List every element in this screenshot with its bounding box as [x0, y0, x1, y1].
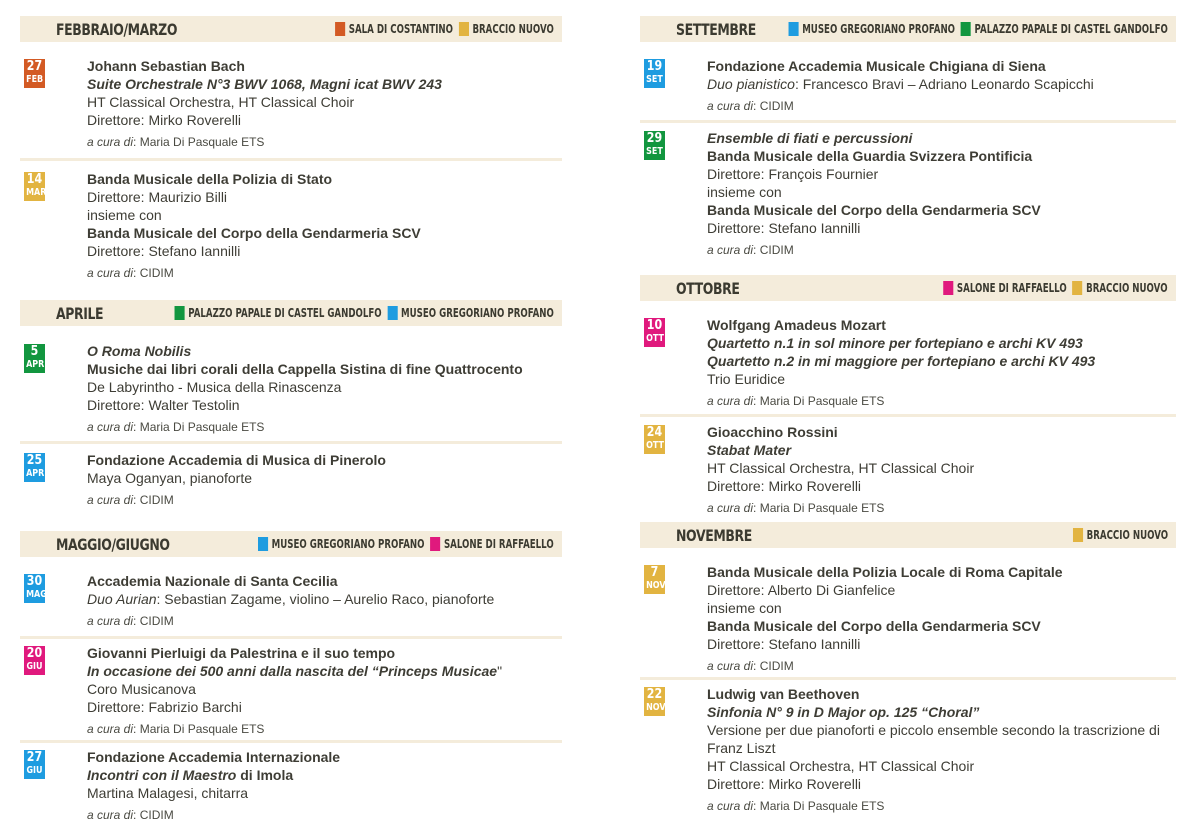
badge-month: SET	[646, 146, 663, 157]
event-director: Direttore: Stefano Iannilli	[87, 243, 241, 259]
event-director: Direttore: Maurizio Billi	[87, 189, 228, 205]
curator-label: a cura di	[87, 135, 134, 149]
legend-item-museo-gregoriano	[388, 306, 555, 320]
curator-label: a cura di	[87, 493, 134, 507]
legend-item-palazzo-papale	[175, 306, 382, 320]
event-program: O Roma Nobilis	[87, 343, 192, 359]
legend-item-palazzo-papale	[961, 22, 1168, 36]
event-composer: Wolfgang Amadeus Mozart	[707, 317, 886, 333]
badge-day: 22	[646, 687, 663, 702]
date-badge	[644, 425, 665, 454]
curator-label: a cura di	[87, 808, 134, 822]
color-swatch-icon	[258, 537, 268, 551]
curator-label: a cura di	[707, 243, 754, 257]
event-director: Direttore: Stefano Iannilli	[707, 220, 861, 236]
curator-name: Maria Di Pasquale ETS	[759, 799, 885, 813]
month-header-novembre	[640, 522, 1176, 548]
event-performer: Fondazione Accademia Internazionale	[87, 749, 341, 765]
curator-name: CIDIM	[139, 266, 174, 280]
date-badge	[24, 59, 45, 88]
date-badge	[24, 172, 45, 201]
badge-day: 29	[646, 131, 663, 146]
event-curator: a cura di: Maria Di Pasquale ETS	[707, 799, 885, 813]
event-ensemble: HT Classical Orchestra, HT Classical Choir	[707, 758, 975, 774]
color-swatch-icon	[1073, 528, 1083, 542]
event-details	[707, 685, 1176, 814]
event-performer: Banda Musicale del Corpo della Gendarmeria SCV	[707, 202, 1041, 218]
color-swatch-icon	[335, 22, 345, 36]
duo-name: Duo pianistico	[707, 76, 795, 92]
curator-label: a cura di	[707, 799, 754, 813]
month-title: FEBBRAIO/MARZO	[56, 19, 178, 39]
venue-legend	[335, 22, 554, 36]
badge-day: 20	[26, 646, 43, 661]
legend-label: BRACCIO NUOVO	[1086, 281, 1168, 295]
month-title: SETTEMBRE	[676, 19, 756, 39]
event-performer: Banda Musicale della Polizia di Stato	[87, 171, 333, 187]
badge-month: APR	[26, 359, 45, 370]
event-duo	[707, 75, 1176, 93]
legend-item-sala-di-costantino	[335, 22, 453, 36]
venue-legend	[1073, 528, 1168, 542]
curator-name: Maria Di Pasquale ETS	[139, 722, 265, 736]
event-director: Direttore: Mirko Roverelli	[87, 112, 242, 128]
badge-day: 24	[646, 425, 663, 440]
curator-name: CIDIM	[759, 659, 794, 673]
badge-day: 5	[30, 344, 39, 359]
month-title: APRILE	[56, 303, 104, 323]
badge-month: MAR	[26, 187, 47, 198]
event-performer: Fondazione Accademia di Musica di Pinerolo	[87, 452, 386, 468]
badge-month: GIU	[26, 661, 43, 672]
curator-label: a cura di	[707, 659, 754, 673]
program-location: di Imola	[236, 767, 294, 783]
venue-legend	[944, 281, 1168, 295]
badge-day: 25	[26, 453, 43, 468]
badge-day: 30	[26, 574, 43, 589]
event-curator: a cura di: CIDIM	[707, 243, 794, 257]
event-divider	[20, 441, 562, 444]
event-curator: a cura di: CIDIM	[707, 99, 794, 113]
event-program: Quartetto n.1 in sol minore per fortepiano e archi KV 493	[707, 335, 1083, 351]
event-divider	[20, 740, 562, 743]
event-together-with: insieme con	[87, 207, 162, 223]
legend-label: PALAZZO PAPALE DI CASTEL GANDOLFO	[188, 306, 382, 320]
curator-name: CIDIM	[759, 99, 794, 113]
event-director: Direttore: Fabrizio Barchi	[87, 699, 242, 715]
event-curator: a cura di: CIDIM	[87, 266, 174, 280]
event-performer: Banda Musicale del Corpo della Gendarmeria SCV	[87, 225, 421, 241]
curator-label: a cura di	[707, 99, 754, 113]
event-curator: a cura di: CIDIM	[87, 493, 174, 507]
event-divider	[640, 414, 1176, 417]
curator-name: Maria Di Pasquale ETS	[759, 501, 885, 515]
event-program: Sinfonia N° 9 in D Major op. 125 “Choral”	[707, 704, 980, 720]
month-title: NOVEMBRE	[676, 525, 752, 545]
curator-name: CIDIM	[139, 493, 174, 507]
color-swatch-icon	[459, 22, 469, 36]
curator-label: a cura di	[87, 614, 134, 628]
month-header-maggio-giugno	[20, 531, 562, 557]
date-badge	[24, 646, 45, 675]
event-divider	[640, 120, 1176, 123]
event-details	[707, 563, 1176, 674]
event-performer: Johann Sebastian Bach	[87, 58, 245, 74]
duo-members: : Francesco Bravi – Adriano Leonardo Scapicchi	[794, 76, 1094, 92]
curator-name: Maria Di Pasquale ETS	[139, 420, 265, 434]
event-divider	[20, 636, 562, 639]
badge-day: 27	[26, 750, 43, 765]
badge-month: FEB	[26, 74, 44, 85]
event-program: Quartetto n.2 in mi maggiore per fortepiano e archi KV 493	[707, 353, 1096, 369]
legend-label: MUSEO GREGORIANO PROFANO	[401, 306, 554, 320]
event-together-with: insieme con	[707, 600, 782, 616]
event-details	[707, 129, 1176, 258]
curator-name: CIDIM	[139, 614, 174, 628]
event-performer: Banda Musicale della Polizia Locale di Roma Capitale	[707, 564, 1063, 580]
event-duo	[87, 590, 562, 608]
event-director: Direttore: Mirko Roverelli	[707, 478, 862, 494]
legend-label: PALAZZO PAPALE DI CASTEL GANDOLFO	[974, 22, 1168, 36]
legend-item-braccio-nuovo	[1073, 528, 1168, 542]
event-soloist: Martina Malagesi, chitarra	[87, 785, 249, 801]
color-swatch-icon	[961, 22, 971, 36]
event-details	[707, 57, 1176, 114]
event-director: Direttore: Alberto Di Gianfelice	[707, 582, 896, 598]
month-header-febbraio-marzo	[20, 16, 562, 42]
badge-day: 7	[650, 565, 659, 580]
event-details	[707, 316, 1176, 409]
month-title: MAGGIO/GIUGNO	[56, 534, 170, 554]
date-badge	[644, 565, 665, 594]
legend-item-museo-gregoriano	[258, 537, 425, 551]
badge-month: APR	[26, 468, 45, 479]
date-badge	[644, 131, 665, 160]
legend-item-braccio-nuovo	[1073, 281, 1168, 295]
event-curator: a cura di: Maria Di Pasquale ETS	[707, 394, 885, 408]
date-badge	[24, 344, 45, 373]
date-badge	[24, 750, 45, 779]
event-ensemble: HT Classical Orchestra, HT Classical Choir	[707, 460, 975, 476]
event-details	[87, 644, 562, 737]
legend-item-braccio-nuovo	[459, 22, 554, 36]
duo-name: Duo Aurian	[87, 591, 157, 607]
event-director: Direttore: Stefano Iannilli	[707, 636, 861, 652]
color-swatch-icon	[388, 306, 398, 320]
badge-day: 19	[646, 59, 663, 74]
event-director: Direttore: Mirko Roverelli	[707, 776, 862, 792]
venue-legend	[789, 22, 1168, 36]
program-title: Incontri con il Maestro	[87, 767, 237, 783]
event-performer: Fondazione Accademia Musicale Chigiana di Siena	[707, 58, 1046, 74]
month-header-ottobre	[640, 275, 1176, 301]
date-badge	[644, 59, 665, 88]
event-director: Direttore: Walter Testolin	[87, 397, 240, 413]
event-ensemble: HT Classical Orchestra, HT Classical Choir	[87, 94, 355, 110]
month-header-aprile	[20, 300, 562, 326]
legend-item-salone-di-raffaello	[431, 537, 554, 551]
event-details	[87, 451, 562, 508]
badge-month: NOV	[646, 702, 666, 713]
event-curator: a cura di: Maria Di Pasquale ETS	[87, 722, 265, 736]
event-curator: a cura di: CIDIM	[87, 808, 174, 822]
event-details	[707, 423, 1176, 516]
event-details	[87, 572, 562, 629]
legend-label: MUSEO GREGORIANO PROFANO	[802, 22, 956, 36]
event-ensemble: Coro Musicanova	[87, 681, 196, 697]
badge-month: NOV	[646, 580, 666, 591]
color-swatch-icon	[789, 22, 799, 36]
event-version-note: Versione per due pianoforti e piccolo ensemble secondo la trascrizione di Franz Liszt	[707, 722, 1160, 756]
duo-members: : Sebastian Zagame, violino – Aurelio Raco, pianoforte	[156, 591, 495, 607]
curator-name: CIDIM	[759, 243, 794, 257]
event-program: Ensemble di fiati e percussioni	[707, 130, 913, 146]
event-performer: Giovanni Pierluigi da Palestrina e il suo tempo	[87, 645, 396, 661]
event-curator: a cura di: Maria Di Pasquale ETS	[87, 420, 265, 434]
legend-label: BRACCIO NUOVO	[472, 22, 554, 36]
closing-quote: "	[497, 663, 503, 679]
venue-legend	[258, 537, 554, 551]
event-composer: Ludwig van Beethoven	[707, 686, 860, 702]
month-header-settembre	[640, 16, 1176, 42]
badge-day: 10	[646, 318, 663, 333]
legend-item-salone-di-raffaello	[944, 281, 1067, 295]
event-subtitle: Musiche dai libri corali della Cappella Sistina di fine Quattrocento	[87, 361, 523, 377]
date-badge	[24, 453, 45, 482]
event-curator: a cura di: Maria Di Pasquale ETS	[87, 135, 265, 149]
event-program	[87, 662, 562, 680]
date-badge	[644, 687, 665, 716]
date-badge	[644, 318, 665, 347]
color-swatch-icon	[431, 537, 441, 551]
curator-label: a cura di	[707, 394, 754, 408]
badge-month: OTT	[646, 440, 664, 451]
date-badge	[24, 574, 45, 603]
event-performer: Banda Musicale della Guardia Svizzera Pontificia	[707, 148, 1033, 164]
legend-label: SALA DI COSTANTINO	[348, 22, 454, 36]
event-details	[87, 748, 562, 823]
badge-month: MAG	[26, 589, 47, 600]
curator-label: a cura di	[87, 266, 134, 280]
event-program: Stabat Mater	[707, 442, 792, 458]
event-composer: Gioacchino Rossini	[707, 424, 838, 440]
program-title: In occasione dei 500 anni dalla nascita del “Princeps Musicae	[87, 663, 498, 679]
legend-label: BRACCIO NUOVO	[1086, 528, 1168, 542]
badge-day: 27	[26, 59, 43, 74]
legend-label: MUSEO GREGORIANO PROFANO	[271, 537, 425, 551]
badge-month: OTT	[646, 333, 664, 344]
month-title: OTTOBRE	[676, 278, 740, 298]
badge-month: GIU	[26, 765, 43, 776]
event-divider	[20, 158, 562, 161]
event-curator: a cura di: CIDIM	[707, 659, 794, 673]
event-ensemble: Trio Euridice	[707, 371, 786, 387]
legend-label: SALONE DI RAFFAELLO	[444, 537, 554, 551]
event-director: Direttore: François Fournier	[707, 166, 879, 182]
event-details	[87, 170, 562, 281]
curator-label: a cura di	[87, 420, 134, 434]
event-details	[87, 57, 562, 150]
event-soloist: Maya Oganyan, pianoforte	[87, 470, 252, 486]
color-swatch-icon	[175, 306, 185, 320]
curator-label: a cura di	[87, 722, 134, 736]
event-details	[87, 342, 562, 435]
color-swatch-icon	[944, 281, 954, 295]
legend-item-museo-gregoriano	[789, 22, 956, 36]
event-divider	[640, 677, 1176, 680]
event-together-with: insieme con	[707, 184, 782, 200]
event-curator: a cura di: Maria Di Pasquale ETS	[707, 501, 885, 515]
event-curator: a cura di: CIDIM	[87, 614, 174, 628]
event-program	[87, 766, 562, 784]
event-performer: Accademia Nazionale di Santa Cecilia	[87, 573, 338, 589]
color-swatch-icon	[1073, 281, 1083, 295]
curator-label: a cura di	[707, 501, 754, 515]
event-program: Suite Orchestrale N°3 BWV 1068, Magni icat BWV 243	[87, 76, 442, 92]
curator-name: CIDIM	[139, 808, 174, 822]
venue-legend	[175, 306, 554, 320]
event-performer: Banda Musicale del Corpo della Gendarmeria SCV	[707, 618, 1041, 634]
badge-month: SET	[646, 74, 663, 85]
curator-name: Maria Di Pasquale ETS	[759, 394, 885, 408]
event-ensemble: De Labyrintho - Musica della Rinascenza	[87, 379, 342, 395]
badge-day: 14	[26, 172, 43, 187]
curator-name: Maria Di Pasquale ETS	[139, 135, 265, 149]
legend-label: SALONE DI RAFFAELLO	[957, 281, 1068, 295]
